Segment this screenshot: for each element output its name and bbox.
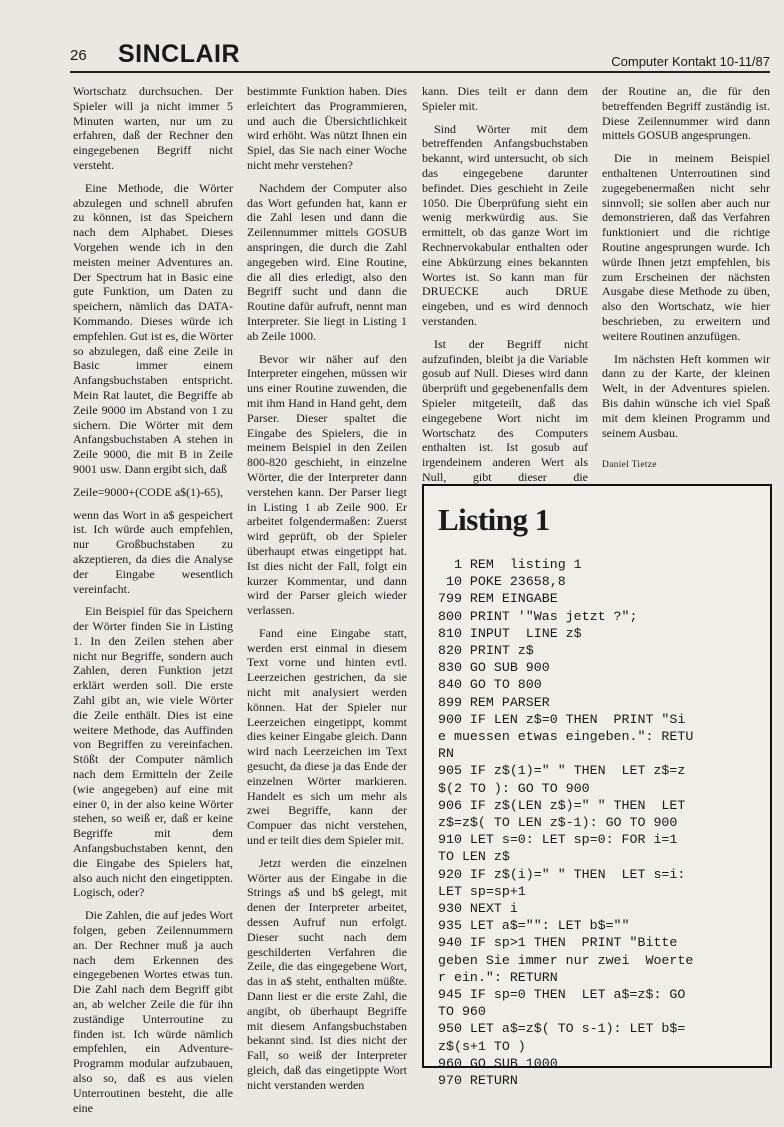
code-line: LET sp=sp+1 [438,883,526,899]
listing-box [422,484,772,1089]
paragraph: Sind Wörter mit dem betreffenden Anfangsbuchstaben bekannt, wird untersucht, ob sich das eingegebene darunter befindet. Dies geschieht in Zeile 1050. Die Überprüfung sieht ein wenig merkwürdig aus. Sie ermittelt, ob das ganze Wort im Rechnervokabular enthalten oder eine Abkürzung eines bekannten Wortes ist. So kann man für DRUECKE auch DRUE eingeben, und es wird dennoch verstanden. [422,121,588,328]
code-line: 920 IF z$(i)=" " THEN LET s=i: [438,866,686,882]
code-line: 960 GO SUB 1000 [438,1055,558,1071]
code-line: 1 REM listing 1 [438,557,582,572]
formula: Zeile=9000+(CODE a$(1)-65), [73,484,224,499]
code-listing [438,556,760,1089]
code-line: 930 NEXT i [438,901,518,917]
paragraph: Im nächsten Heft kommen wir dann zu der Karte, der kleinen Welt, in der Adventures spielen. Bis dahin wünsche ich viel Spaß mit dem kleinen Programm und seinem Ausbau. [602,351,770,440]
article-column-4 [602,84,770,440]
code-line: 820 PRINT z$ [438,643,534,659]
magazine-section-title: SINCLAIR [118,40,241,68]
paragraph: Bevor wir näher auf den Interpreter eingehen, müssen wir uns einer Routine zuwenden, die mit ihm Hand in Hand geht, dem Parser. Dieser spaltet die Eingabe des Spielers, die in meinem Beispiel in den Zeilen 800-820 geschieht, in einzelne Wörter, die der Interpreter dann verstehen kann. Der Parser liegt in Listing 1 ab Zeile 900. Er arbeitet folgendermaßen: Zuerst wird geprüft, ob der Spieler überhaupt etwas eingetippt hat. Ist dies nicht der Fall, folgt ein kurzer Kommentar, und dann wird der Parser gleich wieder verlassen. [247,351,407,618]
code-line: 810 INPUT LINE z$ [438,625,582,641]
code-line: z$=z$( TO LEN z$-1): GO TO 900 [438,815,678,831]
code-line: 840 GO TO 800 [438,677,542,693]
paragraph: Nachdem der Computer also das Wort gefunden hat, kann er die Zahl lesen und dann die Zeilennummer mittels GOSUB anspringen, die durch die Zahl angegeben wird. Eine Routine, die all dies erledigt, also den Begriff sucht und dann die Routine dafür aufruft, nennt man Interpreter. Sie liegt in Listing 1 ab Zeile 1000. [247,180,407,343]
paragraph: wenn das Wort in a$ gespeichert ist. Ich würde auch empfehlen, nur Großbuchstaben zu akzeptieren, da dies die Analyse der Eingabe wesentlich vereinfacht. [73,507,233,596]
code-line: 800 PRINT '"Was jetzt ?"; [438,608,638,624]
code-line: 899 REM PARSER [438,694,550,710]
code-line: 970 RETURN [438,1073,518,1089]
listing-title: Listing 1 [438,502,550,537]
code-line: z$(s+1 TO ) [438,1038,526,1054]
code-line: geben Sie immer nur zwei Woerte [438,952,694,968]
code-line: $(2 TO ): GO TO 900 [438,780,590,796]
paragraph: Jetzt werden die einzelnen Wörter aus der Eingabe in die Strings a$ und b$ gelegt, mit denen der Interpreter arbeitet, dessen Aufruf nun erfolgt. Dieser sucht nach dem geschilderten Verfahren die Zeile, die das eingegebene Wort, das in a$ steht, enthalten müßte. Dann liest er die erste Zahl, die angibt, ob überhaupt Begriffe mit diesem Anfangsbuchstaben bekannt sind. Ist dies nicht der Fall, so weiß der Interpreter gleich, daß das eingetippte Wort nicht verstanden werden [247,855,407,1092]
code-line: 950 LET a$=z$( TO s-1): LET b$= [438,1021,686,1037]
article-column-3 [422,84,588,500]
header-rule [70,71,770,73]
code-line: 799 REM EINGABE [438,591,558,607]
code-line: 906 IF z$(LEN z$)=" " THEN LET [438,797,686,813]
paragraph: kann. Dies teilt er dann dem Spieler mit. [422,84,588,113]
code-line: e muessen etwas eingeben.": RETU [438,729,694,745]
code-line: RN [438,746,454,762]
code-line: 905 IF z$(1)=" " THEN LET z$=z [438,763,686,779]
code-line: 10 POKE 23658,8 [438,574,566,590]
code-line: TO 960 [438,1004,486,1020]
paragraph: der Routine an, die für den betreffenden Begriff zuständig ist. Diese Zeilennummer wird dann mittels GOSUB angesprungen. [602,84,770,143]
code-line: 830 GO SUB 900 [438,660,550,676]
code-line: 945 IF sp=0 THEN LET a$=z$: GO [438,987,686,1003]
paragraph: Ein Beispiel für das Speichern der Wörter finden Sie in Listing 1. In den Zeilen stehen aber nicht nur Begriffe, sondern auch Zahlen, deren Funktion jetzt erklärt werden soll. Die erste Zahl gibt an, wie viele Wörter die Zeile enthält. Dies ist eine weitere Methode, das Auffinden von Begriffen zu vereinfachen. Stößt der Computer nämlich nach dem Ermitteln der Zeile (wie angegeben) auf eine mit einer 0, in der also keine Wörter stehen, so weiß er, daß er keine Begriffe mit dem Anfangsbuchstaben kennt, den die Eingabe des Spielers hat, also auch nicht den eingetippten. Logisch, oder? [73,604,233,900]
paragraph: Die Zahlen, die auf jedes Wort folgen, geben Zeilennummern an. Der Rechner muß ja auch nach dem Erkennen des eingegebenen Wortes etwas tun. Die Zahl nach dem Begriff gibt an, ab welcher Zeile die für ihn zuständige Unterroutine zu finden ist. Ich würde nämlich empfehlen, ein Adventure-Programm modular aufzubauen, also so, daß es aus vielen Unterroutinen besteht, die alle eine [73,908,233,1115]
paragraph: Ist der Begriff nicht aufzufinden, bleibt ja die Variable gosub auf Null. Dieses wird dann überprüft und gegebenenfalls dem Spieler mitgeteilt, daß das eingegebene Wort nicht im Wortschatz des Computers enthalten ist. Ist gosub auf irgendeinem anderen Wert als Null, gibt dieser die [422,336,588,484]
page-number: 26 [70,47,87,64]
paragraph: Eine Methode, die Wörter abzulegen und schnell abrufen zu können, ist das Speichern nach dem Alphabet. Dieses Vorgehen wende ich in den meisten meiner Adventures an. Der Spectrum hat in Basic eine gute Funktion, um Daten zu speichern, nämlich das DATA-Kommando. Dieses würde ich empfehlen. Gut ist es, die Wörter so abzulegen, daß eine Zeile in Basic immer einem Anfangsbuchstaben entspricht. Mein Rat lautet, die Begriffe ab Zeile 9000 im Abstand von 1 zu sichern. Die Wörter mit dem Anfangsbuchstaben A stehen in Zeile 9000, die mit B in Zeile 9001 usw. Dann ergibt sich, daß [73,180,233,476]
code-line: 935 LET a$="": LET b$="" [438,918,630,934]
article-column-1 [73,84,233,1115]
author-signature: Daniel Tietze [602,460,657,470]
article-column-2 [247,84,407,1093]
paragraph: bestimmte Funktion haben. Dies erleichtert das Programmieren, und auch die Übersichtlichkeit wird erhöht. Was nützt Ihnen ein Spiel, das Sie nach einer Woche nicht mehr verstehen? [247,84,407,172]
paragraph: Wortschatz durchsuchen. Der Spieler will ja nicht immer 5 Minuten warten, nur um zu erfahren, daß der Rechner den eingegebenen Begriff nicht versteht. [73,84,233,172]
paragraph: Die in meinem Beispiel enthaltenen Unterroutinen sind zugegebenermaßen nicht sehr sinnvoll; sie sollen aber auch nur demonstrieren, daß das Verfahren funktioniert und die richtige Routine angesprungen wurde. Ich würde Ihnen jetzt empfehlen, bis zum Erscheinen der nächsten Ausgabe diese Methode zu üben, also den Wortschatz, wie hier beschrieben, zu erweitern und weitere Routinen anzufügen. [602,151,770,343]
code-line: 940 IF sp>1 THEN PRINT "Bitte [438,935,678,951]
code-line: TO LEN z$ [438,849,510,865]
code-line: 900 IF LEN z$=0 THEN PRINT "Si [438,711,686,727]
code-line: r ein.": RETURN [438,969,558,985]
issue-label: Computer Kontakt 10-11/87 [611,54,770,69]
code-line: 910 LET s=0: LET sp=0: FOR i=1 [438,832,678,848]
paragraph: Fand eine Eingabe statt, werden erst einmal in diesem Text vorne und hinten evtl. Leerzeichen gestrichen, da sie nicht mit analysiert werden können. Hat der Spieler nur Leerzeichen eingetippt, kommt dies keiner Eingabe gleich. Dann wird nach Leerzeichen im Text gesucht, da diese ja das Ende der einzelnen Wörter markieren. Handelt es sich um mehr als zwei Begriffe, kann der Compuer das nicht verstehen, und er teilt dies dem Spieler mit. [247,625,407,848]
